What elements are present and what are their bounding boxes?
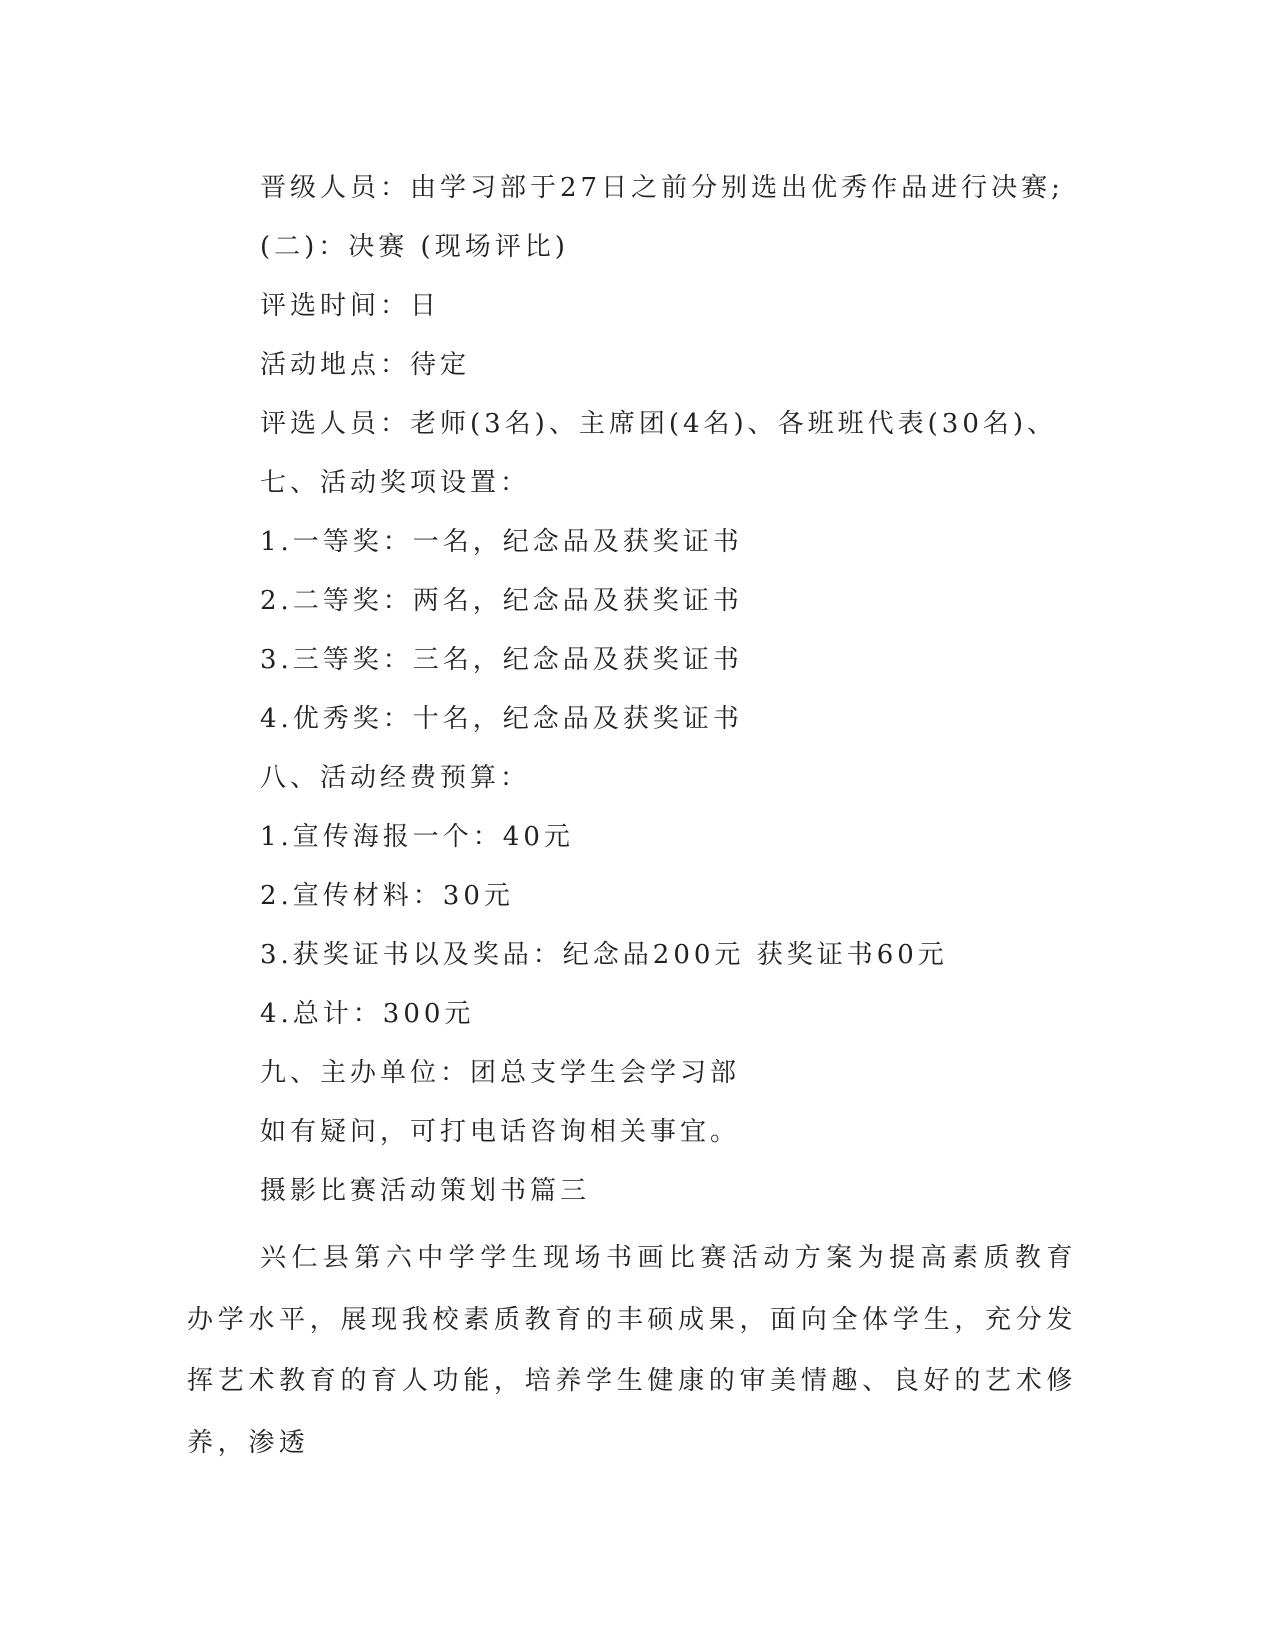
text-line-promotion: 晋级人员：由学习部于27日之前分别选出优秀作品进行决赛; bbox=[260, 173, 1064, 203]
text-line-venue: 活动地点：待定 bbox=[260, 350, 471, 380]
body-paragraph: 兴仁县第六中学学生现场书画比赛活动方案为提高素质教育办学水平，展现我校素质教育的丰硕成果，面向全体学生，充分发挥艺术教育的育人功能，培养学生健康的审美情趣、良好的艺术修养，渗透 bbox=[187, 1243, 1077, 1458]
text-line-judges: 评选人员：老师(3名)、主席团(4名)、各班班代表(30名)、 bbox=[260, 409, 1058, 439]
text-line-final-round: (二)：决赛 (现场评比) bbox=[260, 232, 569, 262]
list-item-first-prize: 1.一等奖：一名，纪念品及获奖证书 bbox=[260, 527, 743, 557]
section-heading-awards: 七、活动奖项设置： bbox=[260, 468, 531, 498]
list-item-excellence-prize: 4.优秀奖：十名，纪念品及获奖证书 bbox=[260, 704, 743, 734]
section-title-part-three: 摄影比赛活动策划书篇三 bbox=[260, 1176, 591, 1206]
text-line-judging-time: 评选时间：日 bbox=[260, 291, 441, 321]
text-line-contact: 如有疑问，可打电话咨询相关事宜。 bbox=[260, 1117, 741, 1147]
section-heading-organizer: 九、主办单位：团总支学生会学习部 bbox=[260, 1058, 741, 1088]
list-item-total-cost: 4.总计：300元 bbox=[260, 999, 475, 1029]
list-item-materials-cost: 2.宣传材料：30元 bbox=[260, 881, 514, 911]
list-item-third-prize: 3.三等奖：三名，纪念品及获奖证书 bbox=[260, 645, 743, 675]
list-item-poster-cost: 1.宣传海报一个：40元 bbox=[260, 822, 574, 852]
section-heading-budget: 八、活动经费预算： bbox=[260, 763, 531, 793]
list-item-prizes-cost: 3.获奖证书以及奖品：纪念品200元 获奖证书60元 bbox=[260, 940, 948, 970]
list-item-second-prize: 2.二等奖：两名，纪念品及获奖证书 bbox=[260, 586, 743, 616]
